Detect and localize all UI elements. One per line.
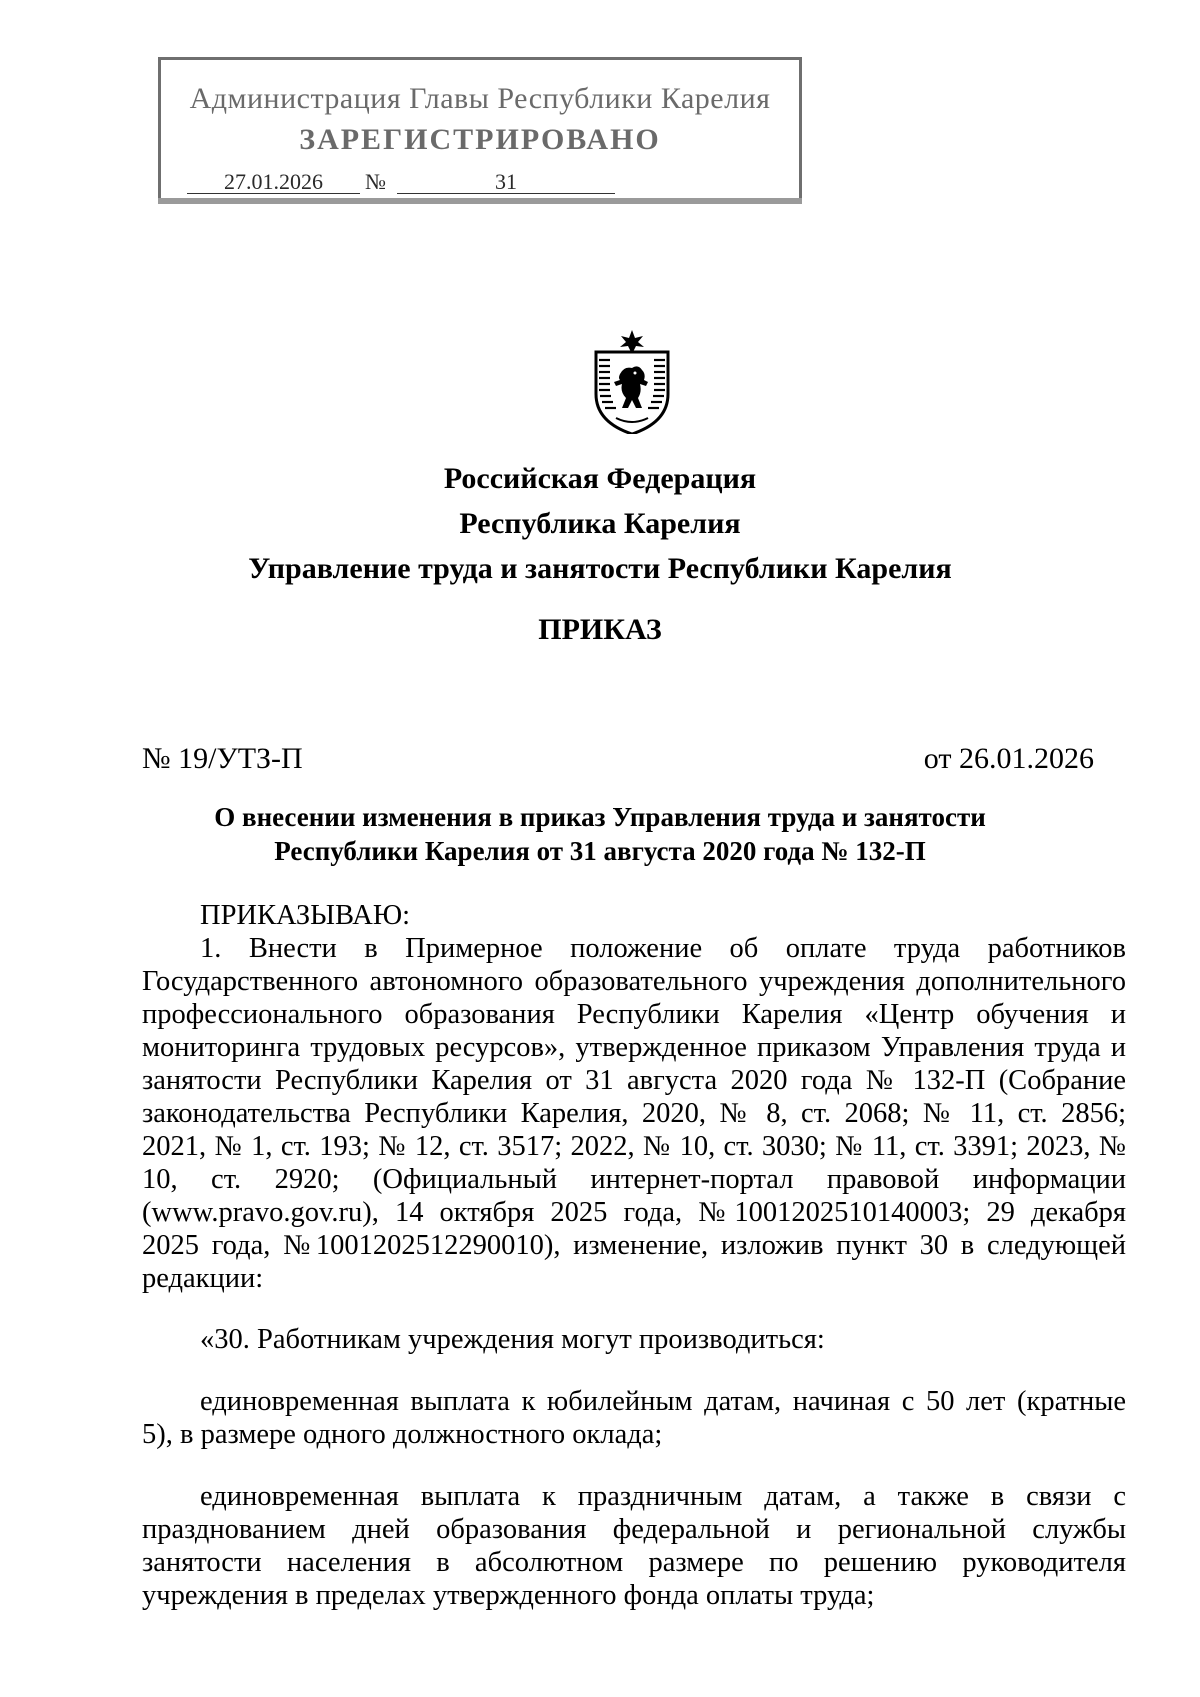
paragraph-2: «30. Работникам учреждения могут производиться: (200, 1324, 825, 1355)
order-directive: ПРИКАЗЫВАЮ: (200, 900, 411, 931)
order-title-line-1: О внесении изменения в приказ Управления труда и занятости (214, 802, 986, 832)
paragraph-1-line: 1. Внести в Примерное положение об оплате труда работников (200, 933, 1126, 964)
coat-of-arms-icon (590, 330, 674, 434)
order-date: от 26.01.2026 (923, 742, 1094, 775)
paragraph-1-line: законодательства Республики Карелия, 2020, № 8, ст. 2068; № 11, ст. 2856; (142, 1098, 1126, 1129)
paragraph-4-line: празднованием дней образования федеральной и региональной службы (142, 1514, 1126, 1545)
header-agency: Управление труда и занятости Республики Карелия (248, 552, 952, 585)
document-type: ПРИКАЗ (538, 613, 662, 646)
registration-stamp (158, 57, 802, 201)
stamp-number-sign: № (365, 169, 386, 194)
paragraph-1-line: 2025 года, №1001202512290010), изменение, изложив пункт 30 в следующей (142, 1230, 1126, 1261)
paragraph-1-line: 2021, № 1, ст. 193; № 12, ст. 3517; 2022, № 10, ст. 3030; № 11, ст. 3391; 2023, № (142, 1131, 1126, 1162)
header-republic: Республика Карелия (459, 507, 741, 540)
paragraph-1-line: мониторинга трудовых ресурсов», утвержденное приказом Управления труда и (142, 1032, 1126, 1063)
header-country: Российская Федерация (443, 462, 757, 495)
stamp-shadow (158, 198, 802, 204)
paragraph-1-line: редакции: (142, 1263, 264, 1294)
stamp-date: 27.01.2026 (187, 169, 360, 194)
stamp-organization: Администрация Главы Республики Карелия (189, 82, 771, 115)
stamp-number: 31 (397, 169, 615, 194)
paragraph-4-line: единовременная выплата к праздничным датам, а также в связи с (200, 1481, 1126, 1512)
paragraph-4-line: занятости населения в абсолютном размере по решению руководителя (142, 1547, 1126, 1578)
paragraph-3-line: 5), в размере одного должностного оклада; (142, 1419, 663, 1450)
order-title-line-2: Республики Карелия от 31 августа 2020 года № 132-П (274, 836, 926, 866)
paragraph-3-line: единовременная выплата к юбилейным датам, начиная с 50 лет (кратные (200, 1386, 1126, 1417)
stamp-status: ЗАРЕГИСТРИРОВАНО (299, 123, 661, 156)
paragraph-1-line: 10, ст. 2920; (Официальный интернет-портал правовой информации (142, 1164, 1126, 1195)
order-number: № 19/УТЗ-П (142, 742, 303, 775)
paragraph-1-line: (www.pravo.gov.ru), 14 октября 2025 года, №1001202510140003; 29 декабря (142, 1197, 1126, 1228)
paragraph-1-line: профессионального образования Республики Карелия «Центр обучения и (142, 999, 1126, 1030)
stamp-registration-row (187, 169, 767, 195)
paragraph-1-line: занятости Республики Карелия от 31 августа 2020 года № 132-П (Собрание (142, 1065, 1126, 1096)
paragraph-1-line: Государственного автономного образовательного учреждения дополнительного (142, 966, 1126, 997)
paragraph-4-line: учреждения в пределах утвержденного фонда оплаты труда; (142, 1580, 875, 1611)
